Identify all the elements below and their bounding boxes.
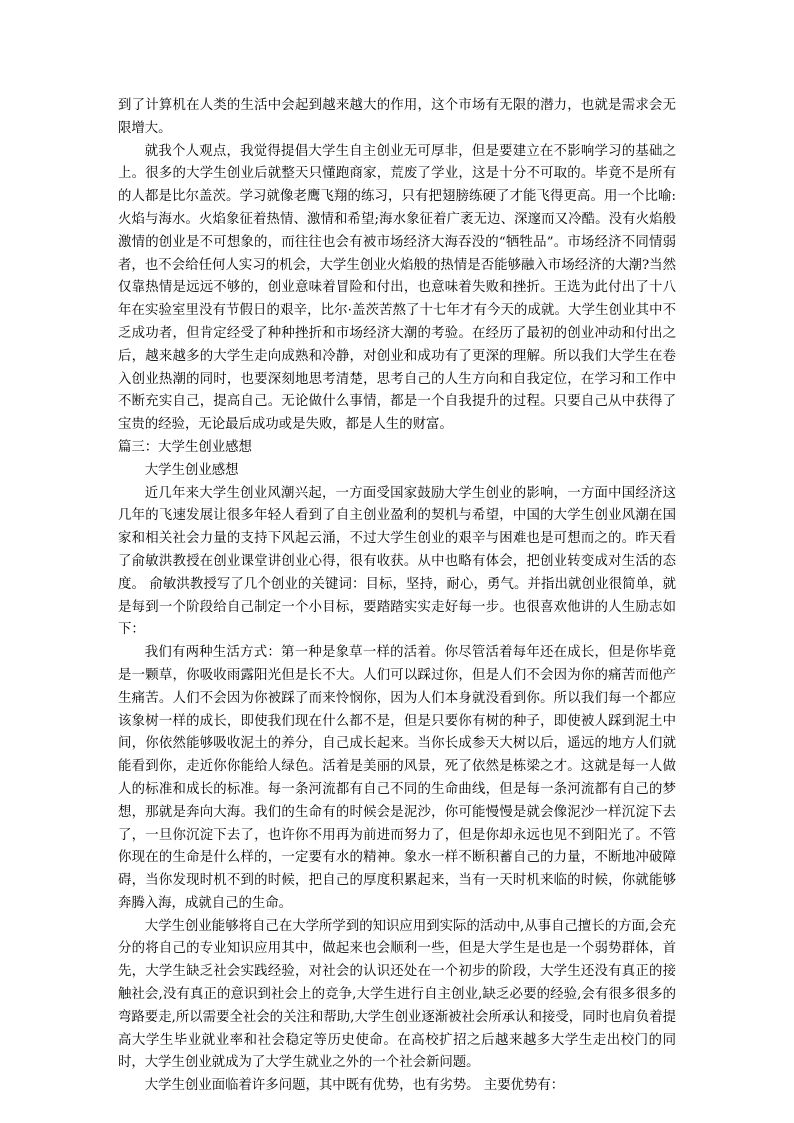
paragraph-advantages-intro: 大学生创业面临着许多问题，其中既有优势，也有劣势。 主要优势有： <box>144 1078 565 1094</box>
paragraph-continuation: 到了计算机在人类的生活中会起到越来越大的作用，这个市场有无限的潜力，也就是需求会无限增大。 <box>118 98 676 136</box>
document-page <box>118 95 676 1098</box>
section-subtitle: 大学生创业感想 <box>144 462 239 478</box>
paragraph-student-entrepreneurship: 大学生创业能够将自己在大学所学到的知识应用到实际的活动中,从事自己擅长的方面,会充分的将自己的专业知识应用其中，做起来也会顺利一些，但是大学生是也是一个弱势群体，首先，大学生缺乏社会实践经验，对社会的认识还处在一个初步的阶段，大学生还没有真正的接触社会,没有真正的意识到社会上的竞争,大学生进行自主创业,缺乏必要的经验,会有很多很多的弯路要走,所以需要全社会的关注和帮助,大学生创业逐渐被社会所承认和接受，同时也肩负着提高大学生毕业就业率和社会稳定等历史使命。在高校扩招之后越来越多大学生走出校门的同时，大学生创业就成为了大学生就业之外的一个社会新问题。 <box>118 918 676 1071</box>
paragraph-two-ways-of-life: 我们有两种生活方式：第一种是象草一样的活着。你尽管活着每年还在成长，但是你毕竟是一颗草，你吸收雨露阳光但是长不大。人们可以踩过你，但是人们不会因为你的痛苦而他产生痛苦。人们不会因为你被踩了而来怜悯你，因为人们本身就没看到你。所以我们每一个都应该象树一样的成长，即使我们现在什么都不是，但是只要你有树的种子，即使被人踩到泥土中间，你依然能够吸收泥土的养分，自己成长起来。当你长成参天大树以后，遥远的地方人们就能看到你，走近你你能给人绿色。活着是美丽的风景，死了依然是栋梁之才。这就是每一人做人的标准和成长的标准。每一条河流都有自己不同的生命曲线，但是每一条河流都有自己的梦想，那就是奔向大海。我们的生命有的时候会是泥沙，你可能慢慢是就会像泥沙一样沉淀下去了，一旦你沉淀下去了，也许你不用再为前进而努力了，但是你却永远也见不到阳光了。不管你现在的生命是什么样的，一定要有水的精神。象水一样不断积蓄自己的力量，不断地冲破障碍，当你发现时机不到的时候，把自己的厚度积累起来，当有一天时机来临的时候，你就能够奔腾入海，成就自己的生命。 <box>118 645 676 911</box>
section-heading: 篇三：大学生创业感想 <box>118 439 252 455</box>
paragraph-trend: 近几年来大学生创业风潮兴起，一方面受国家鼓励大学生创业的影响，一方面中国经济这几年的飞速发展让很多年轻人看到了自主创业盈利的契机与希望，中国的大学生创业风潮在国家和相关社会力量的支持下风起云涌，不过大学生创业的艰辛与困难也是可想而之的。昨天看了俞敏洪教授在创业课堂讲创业心得，很有收获。从中也略有体会，把创业转变成对生活的态度。 俞敏洪教授写了几个创业的关键词：目标，坚持，耐心，勇气。并指出就创业很简单，就是每到一个阶段给自己制定一个小目标，要踏踏实实走好每一步。也很喜欢他讲的人生励志如下： <box>118 485 676 638</box>
paragraph-personal-view: 就我个人观点，我觉得提倡大学生自主创业无可厚非，但是要建立在不影响学习的基础之上。很多的大学生创业后就整天只懂跑商家，荒废了学业，这是十分不可取的。毕竟不是所有的人都是比尔盖茨。学习就像老鹰飞翔的练习，只有把翅膀练硬了才能飞得更高。用一个比喻:火焰与海水。火焰象征着热情、激情和希望;海水象征着广袤无边、深邃而又冷酷。没有火焰般激情的创业是不可想象的，而往往也会有被市场经济大海吞没的“牺牲品”。市场经济不同情弱者，也不会给任何人实习的机会，大学生创业火焰般的热情是否能够融入市场经济的大潮?当然仅靠热情是远远不够的，创业意味着冒险和付出，也意味着失败和挫折。王选为此付出了十八年在实验室里没有节假日的艰辛，比尔·盖茨苦熬了十七年才有今天的成就。大学生创业其中不乏成功者，但肯定经受了种种挫折和市场经济大潮的考验。在经历了最初的创业冲动和付出之后，越来越多的大学生走向成熟和冷静，对创业和成功有了更深的理解。所以我们大学生在卷入创业热潮的同时，也要深刻地思考清楚，思考自己的人生方向和自我定位，在学习和工作中不断充实自己，提高自己。无论做什么事情，都是一个自我提升的过程。只要自己从中获得了宝贵的经验，无论最后成功或是失败，都是人生的财富。 <box>118 143 676 433</box>
